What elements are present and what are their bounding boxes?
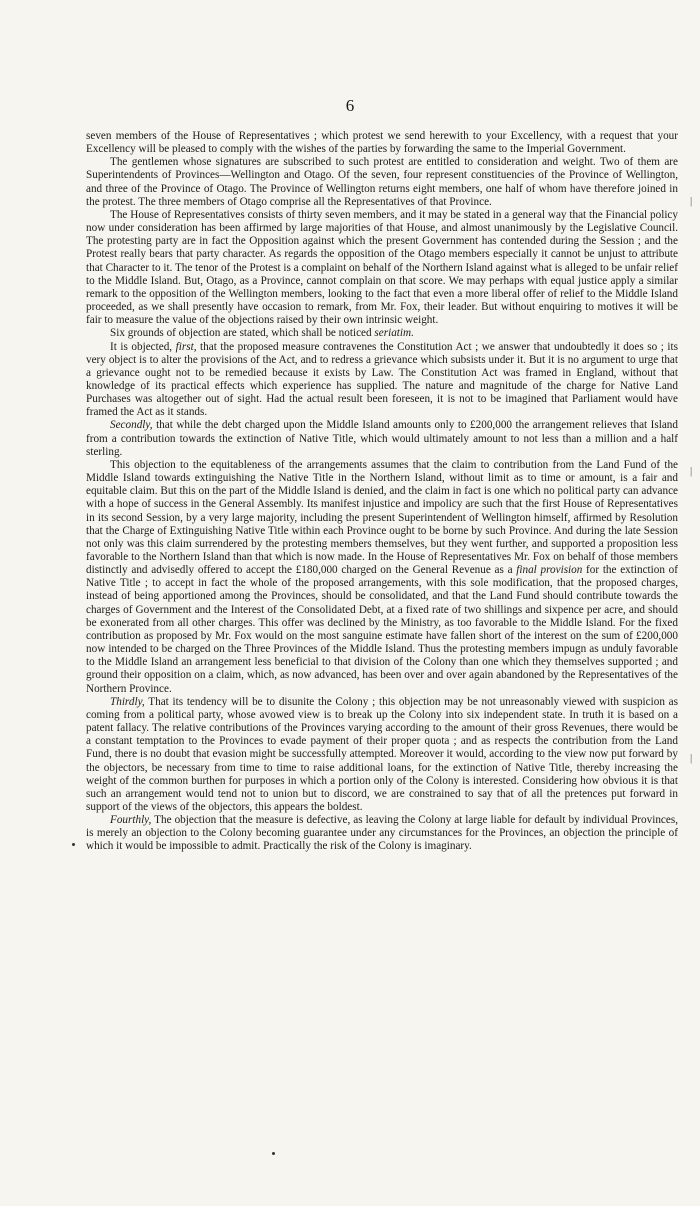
body-text (86, 130, 678, 854)
paragraph (86, 814, 678, 853)
paragraph (86, 696, 678, 814)
paragraph (86, 419, 678, 458)
text-run: that the proposed measure contravenes the Constitution Act ; we answer that undoubtedly it does so ; its very object is to alter the provisions of the Act, and to redress a grievance which subsists under it. But it is no argument to urge that a grievance ought not to be remedied because it exists by Law. The Constitution Act was framed in England, without that knowledge of its practical effects which experience has supplied. The nature and magnitude of the charge for Native Land Purchases was altogether out of sight. Had the actual result been foreseen, it is not to be imagined that Parliament would have framed the Act as it stands. (86, 340, 678, 419)
paragraph (86, 341, 678, 420)
paragraph (86, 156, 678, 209)
scan-dot (272, 1152, 275, 1155)
scan-dot (72, 843, 75, 846)
text-run: The gentlemen whose signatures are subscribed to such protest are entitled to consideration and weight. Two of them are Superintendents of Provinces—Wellington and Otago. Of the seven, four represent constituencies of the Province of Wellington, and three of the Province of Otago. The Province of Wellington returns eight members, one half of whom have therefore joined in the protest. The three members of Otago comprise all the Representatives of that Province. (86, 156, 678, 208)
text-run: This objection to the equitableness of the arrangements assumes that the claim to contribution from the Land Fund of the Middle Island towards extinguishing the Native Title in the Northern Island, without limit as to time or amount, is a fair and equitable claim. But this on the part of the Middle Island is denied, and the claim in fact is one which no political party can advance with a hope of success in the General Assembly. Its manifest injustice and impolicy are such that the first House of Representatives in its second Session, by a very large majority, including the present Superintendent of Wellington himself, affirmed by Resolution that the Charge of Extinguishing Native Title within each Province ought to be borne by such Province. And during the late Session not only was this claim surrendered by the protesting members themselves, but they went further, and supported a proposition less favorable to the Northern Island than that which is now made. In the House of Representatives Mr. Fox on behalf of those members distinctly and advisedly offered to accept the £180,000 charged on the General Revenue as a (86, 458, 678, 577)
text-run: The objection that the measure is defective, as leaving the Colony at large liable for default by individual Provinces, is merely an objection to the Colony becoming guarantee under any circumstances for the Provinces, an objection the principle of which it would be impossible to admit. Practically the risk of the Colony is imaginary. (86, 814, 678, 853)
text-run: That its tendency will be to disunite the Colony ; this objection may be not unreasonably viewed with suspicion as coming from a political party, whose avowed view is to break up the Colony into six independent state. In truth it is based on a patent fallacy. The relative contributions of the Provinces varying according to the amount of their gross Revenues, there would be a constant temptation to the Provinces to evade payment of their proper quota ; and as respects the contribution from the Land Fund, there is no doubt that evasion might be successfully attempted. Moreover it would, according to the view now put forward by the objectors, be necessary from time to time to raise additional loans, for the extinction of Native Title, thereby increasing the weight of the common burthen for purposes in which a portion only of the Colony is interested. Considering how obvious it is that such an arrangement would tend not to union but to discord, we are constrained to say that of all the pretences put forward in support of the views of the objectors, this appears the boldest. (86, 695, 678, 813)
text-run: Six grounds of objection are stated, which shall be noticed (110, 327, 375, 340)
margin-mark: | (690, 752, 693, 764)
margin-mark: | (690, 465, 693, 477)
text-run: that while the debt charged upon the Middle Island amounts only to £200,000 the arrangement relieves that Island from a contribution towards the extinction of Native Title, which would ultimately amount to not less than a million and a half sterling. (86, 419, 678, 458)
paragraph (86, 327, 678, 340)
paragraph (86, 209, 678, 327)
italic-text: seriatim. (374, 327, 414, 340)
italic-text: Secondly, (110, 419, 153, 432)
paragraph (86, 130, 678, 156)
italic-text: first, (175, 340, 197, 353)
page-number: 6 (345, 96, 355, 115)
text-run: seven members of the House of Representatives ; which protest we send herewith to your Excellency, with a request that your Excellency will be pleased to comply with the wishes of the parties by forwarding the same to the Imperial Government. (86, 130, 678, 156)
italic-text: final provision (516, 564, 583, 577)
paragraph (86, 459, 678, 696)
text-run: for the extinction of Native Title ; to accept in fact the whole of the proposed arrangements, with this sole modification, that the proposed charges, instead of being apportioned among the Provinces, should be consolidated, and that the Land Fund should contribute towards the charges of Government and the Interest of the Consolidated Debt, at a fixed rate of two shillings and sixpence per acre, and should be exonerated from all other charges. This offer was declined by the Ministry, as too favorable to the Middle Island. For the fixed contribution as proposed by Mr. Fox would on the most sanguine estimate have fallen short of the interest on the sum of £200,000 now intended to be charged on the Three Provinces of the Middle Island. Thus the protesting members impugn as unduly favorable to the Middle Island an arrangement less beneficial to that division of the Colony than one which they themselves supported ; and ground their opposition on a claim, which, as now advanced, has been over and over again abandoned by the Representatives of the Northern Province. (86, 564, 678, 695)
italic-text: Fourthly, (110, 814, 152, 827)
margin-mark: | (690, 195, 693, 207)
text-run: It is objected, (110, 340, 176, 353)
italic-text: Thirdly, (110, 695, 145, 708)
text-run: The House of Representatives consists of thirty seven members, and it may be stated in a general way that the Financial policy now under consideration has been affirmed by large majorities of that House, and almost unanimously by the Legislative Council. The protesting party are in fact the Opposition against which the present Government has contended during the Session ; and the Protest really bears that party character. As regards the opposition of the Otago members especially it cannot be unjust to attribute that Character to it. The tenor of the Protest is a complaint on behalf of the Northern Island against what is alleged to be unfair relief to the Middle Island. But, Otago, as a Province, cannot complain on that score. We may perhaps with equal justice apply a similar remark to the opposition of the Wellington members, looking to the fact that even a more liberal offer of relief to the Middle Island proceeded, as we shall presently have occasion to remark, from Mr. Fox, their leader. But without enquiring to motives it will be fair to measure the value of the objections raised by their own intrinsic weight. (86, 208, 678, 327)
